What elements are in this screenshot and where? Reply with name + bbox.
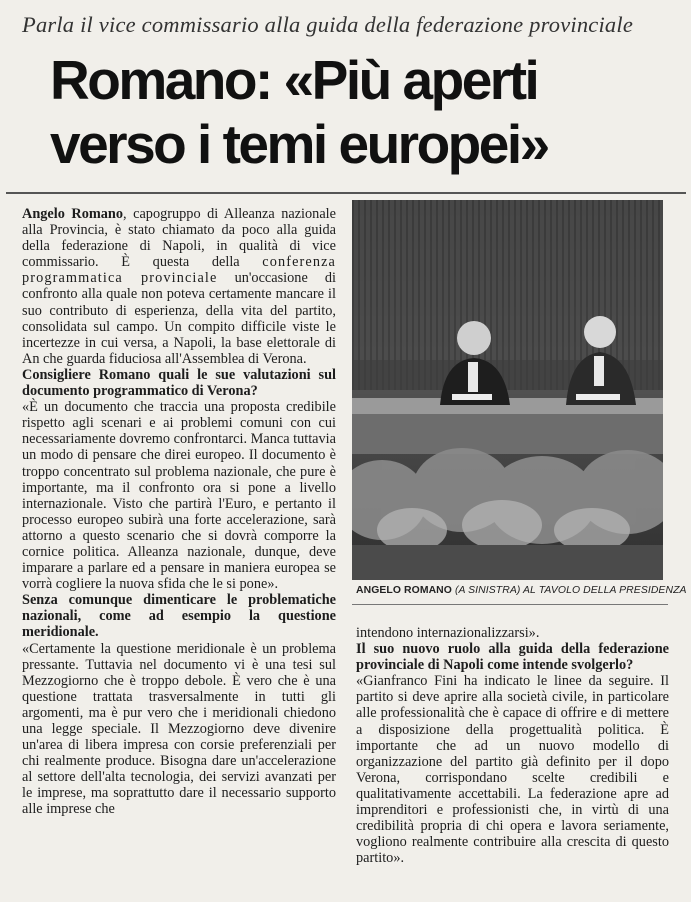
lead-paragraph bbox=[22, 206, 336, 367]
answer-2: «Certamente la questione meridionale è un problema pressante. Tuttavia nel documento vi è una tesi sul Mezzogiorno che è troppo debole. È vero che è una questione trattata trasversalmente in tutti gli argomenti, ma è pur vero che i meridionali chiedono una legge speciale. Il Mezzogiorno deve divenire un'area di libera impresa con corsie preferenziali per chi realmente produce. Bisogna dare un'accelerazione al settore dell'alta tecnologia, dei servizi avanzati per le imprese, ma soprattutto dare il necessario supporto alle imprese che bbox=[22, 640, 336, 818]
presidency-table-photo bbox=[352, 200, 663, 580]
caption-rule bbox=[352, 604, 668, 605]
right-column bbox=[356, 625, 669, 866]
headline-line-2: verso i temi europei» bbox=[50, 113, 548, 175]
answer-3: «Gianfranco Fini ha indicato le linee da seguire. Il partito si deve aprire alla società civile, in particolare alle professionalità che è capace di offrire e di mettere a disposizione della progettualità politica. È importante che ad un nuovo modello di organizzazione del partito già definito per il dopo Verona, corrispondano scelte credibili e qualitativamente accettabili. La federazione apre ad imprenditori e professionisti che, in virtù di una credibilità propria di chi opera e lavora seriamente, vogliono realmente contribuire alla crescita di questo partito». bbox=[356, 673, 669, 867]
lead-text-b: un'occasione di confronto alla quale non poteva certamente mancare il suo contributo di esperienza, della vita del partito, consolidata sul campo. Un compito difficile viste le incertezze in cui versa, a Napoli, la base elettorale di An che guarda fiduciosa all'Assemblea di Verona. bbox=[22, 270, 337, 367]
caption-rest: (A SINISTRA) AL TAVOLO DELLA PRESIDENZA bbox=[451, 585, 687, 596]
question-2: Senza comunque dimenticare le problematiche nazionali, come ad esempio la questione meridionale. bbox=[22, 592, 336, 641]
lead-spaced-text: conferenza programmatica provinciale bbox=[22, 254, 336, 287]
left-column bbox=[22, 206, 336, 818]
headline-line-1: Romano: «Più aperti bbox=[50, 49, 538, 111]
question-3: Il suo nuovo ruolo alla guida della federazione provinciale di Napoli come intende svolgerlo? bbox=[356, 641, 669, 674]
caption-name: ANGELO ROMANO bbox=[356, 585, 452, 596]
question-1: Consigliere Romano quali le sue valutazioni sul documento programmatico di Verona? bbox=[22, 366, 336, 400]
answer-2-continued: intendono internazionalizzarsi». bbox=[356, 625, 540, 641]
lead-text-a: , capogruppo di Alleanza nazionale alla Provincia, è stato chiamato da poco alla guida della federazione di Napoli, in qualità di vice commissario. È questa della bbox=[22, 206, 336, 271]
lead-name: Angelo Romano bbox=[22, 206, 124, 222]
photo-caption bbox=[356, 585, 687, 596]
answer-1: «È un documento che traccia una proposta credibile rispetto agli scenari e ai problemi comuni con cui necessariamente dovremo confrontarci. Manca tuttavia un modo di pensare che direi europeo. Il documento è troppo concentrato sul problema nazionale, che pure è importante, ma il confronto ora si pone a livello internazionale. Visto che partirà l'Euro, e pertanto il processo europeo subirà una forte accelerazione, sarà attorno a questo scenario che si dovrà comporre la cornice politica. Alleanza nazionale, dunque, deve imparare a parlare ed a pensare in maniera europea se vorrà cogliere la nuova sfida che le si pone». bbox=[22, 399, 336, 593]
header-rule bbox=[6, 192, 686, 194]
headline bbox=[50, 48, 680, 176]
kicker: Parla il vice commissario alla guida della federazione provinciale bbox=[22, 12, 634, 37]
